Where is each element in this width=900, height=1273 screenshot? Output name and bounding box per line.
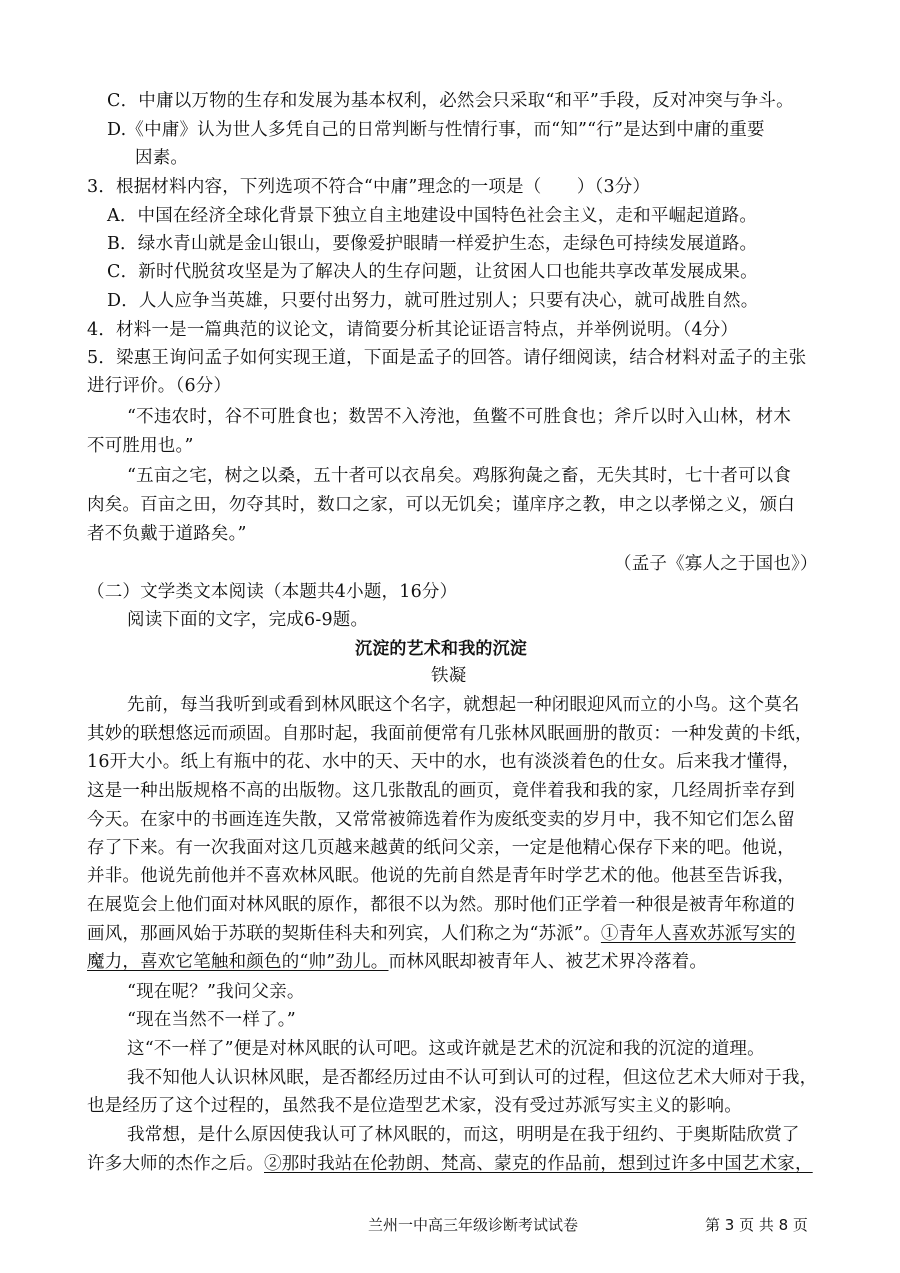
underlined-sentence-1-end: 魔力，喜欢它笔触和颜色的“帅”劲儿。 (87, 952, 389, 972)
option-a-q3: A．中国在经济全球化背景下独立自主地建设中国特色社会主义，走和平崛起道路。 (107, 206, 758, 226)
underlined-sentence-2: ②那时我站在伦勃朗、梵高、蒙克的作品前，想到过许多中国艺术家， (264, 1154, 813, 1174)
paragraph-4-line-2 (87, 1152, 813, 1176)
question-5: 5．梁惠王询问孟子如何实现王道，下面是孟子的回答。请仔细阅读，结合材料对孟子的主张 (87, 348, 807, 368)
paragraph-3-line-2: 也是经历了这个过程的，虽然我不是位造型艺术家，没有受过苏派写实主义的影响。 (87, 1096, 742, 1116)
paragraph-1-line-10 (87, 950, 707, 974)
option-d-q3: D．人人应争当英雄，只要付出努力，就可胜过别人；只要有决心，就可战胜自然。 (107, 291, 759, 311)
dialogue-1: “现在呢？”我问父亲。 (127, 982, 305, 1002)
section-instruction: 阅读下面的文字，完成6-9题。 (127, 610, 369, 630)
paragraph-2: 这“不一样了”便是对林风眠的认可吧。这或许就是艺术的沉淀和我的沉淀的道理。 (127, 1039, 765, 1059)
option-d-q2: D.《中庸》认为世人多凭自己的日常判断与性情行事，而“知”“行”是达到中庸的重要 (107, 120, 765, 140)
paragraph-1-line-3: 16开大小。纸上有瓶中的花、水中的天、天中的水，也有淡淡着色的仕女。后来我才懂得， (87, 752, 800, 772)
underlined-sentence-1-start: ①青年人喜欢苏派写实的 (600, 924, 796, 944)
quote-2-line-1: “五亩之宅，树之以桑，五十者可以衣帛矣。鸡豚狗彘之畜，无失其时，七十者可以食 (127, 466, 792, 486)
paragraph-1-line-4: 这是一种出版规格不高的出版物。这几张散乱的画页，竟伴着我和我的家，几经周折幸存到 (87, 781, 795, 801)
paragraph-1-line-10-text: 而林风眠却被青年人、被艺术界冷落着。 (388, 952, 708, 972)
paragraph-1-line-5: 今天。在家中的书画连连失散，又常常被筛选着作为废纸变卖的岁月中，我不知它们怎么留 (87, 810, 795, 830)
paragraph-3-line-1: 我不知他人认识林风眠，是否都经历过由不认可到认可的过程，但这位艺术大师对于我， (127, 1068, 818, 1088)
paragraph-1-line-1: 先前，每当我听到或看到林风眠这个名字，就想起一种闭眼迎风而立的小鸟。这个莫名 (127, 695, 800, 715)
paragraph-1-line-6: 存了下来。有一次我面对这几页越来越黄的纸问父亲，一定是他精心保存下来的吧。他说， (87, 838, 795, 858)
option-b-q3: B．绿水青山就是金山银山，要像爱护眼睛一样爱护生态，走绿色可持续发展道路。 (107, 234, 758, 254)
dialogue-2: “现在当然不一样了。” (127, 1010, 296, 1030)
paragraph-1-line-8: 在展览会上他们面对林风眠的原作，都很不以为然。那时他们正学着一种很是被青年称道的 (87, 895, 795, 915)
section-heading: （二）文学类文本阅读（本题共4小题，16分） (87, 582, 458, 602)
quote-source: （孟子《寡人之于国也》） (614, 554, 818, 574)
quote-2-line-3: 者不负戴于道路矣。” (87, 524, 247, 544)
option-c-q2: C．中庸以万物的生存和发展为基本权利，必然会只采取“和平”手段，反对冲突与争斗。 (107, 91, 794, 111)
question-3: 3．根据材料内容，下列选项不符合“中庸”理念的一项是（ ）（3分） (87, 177, 651, 197)
paragraph-1-line-9 (87, 922, 796, 946)
paragraph-4-line-1: 我常想，是什么原因使我认可了林风眠的，而这，明明是在我于纽约、于奥斯陆欣赏了 (127, 1125, 800, 1145)
paragraph-1-line-2: 其妙的联想悠远而顽固。自那时起，我面前便常有几张林风眠画册的散页：一种发黄的卡纸， (87, 724, 813, 744)
quote-1-line-2: 不可胜用也。” (87, 436, 194, 456)
footer-page-number: 第 3 页 共 8 页 (705, 1216, 808, 1234)
footer-school: 兰州一中高三年级诊断考试试卷 (368, 1216, 579, 1234)
article-author: 铁凝 (431, 666, 467, 686)
question-5-cont: 进行评价。（6分） (87, 376, 232, 396)
question-4: 4．材料一是一篇典范的议论文，请简要分析其论证语言特点，并举例说明。（4分） (87, 320, 739, 340)
paragraph-4-line-2-text: 许多大师的杰作之后。 (87, 1154, 264, 1174)
article-title: 沉淀的艺术和我的沉淀 (355, 639, 527, 659)
option-d-q2-cont: 因素。 (135, 148, 189, 168)
quote-2-line-2: 肉矣。百亩之田，勿夺其时，数口之家，可以无饥矣；谨庠序之教，申之以孝悌之义，颁白 (87, 495, 795, 515)
option-c-q3: C．新时代脱贫攻坚是为了解决人的生存问题，让贫困人口也能共享改革发展成果。 (107, 262, 758, 282)
paragraph-1-line-7: 并非。他说先前他并不喜欢林风眠。他说的先前自然是青年时学艺术的他。他甚至告诉我， (87, 866, 795, 886)
paragraph-1-line-9-text: 画风，那画风始于苏联的契斯佳科夫和列宾，人们称之为“苏派”。 (87, 924, 601, 944)
quote-1-line-1: “不违农时，谷不可胜食也；数罟不入洿池，鱼鳖不可胜食也；斧斤以时入山林，材木 (127, 407, 792, 427)
